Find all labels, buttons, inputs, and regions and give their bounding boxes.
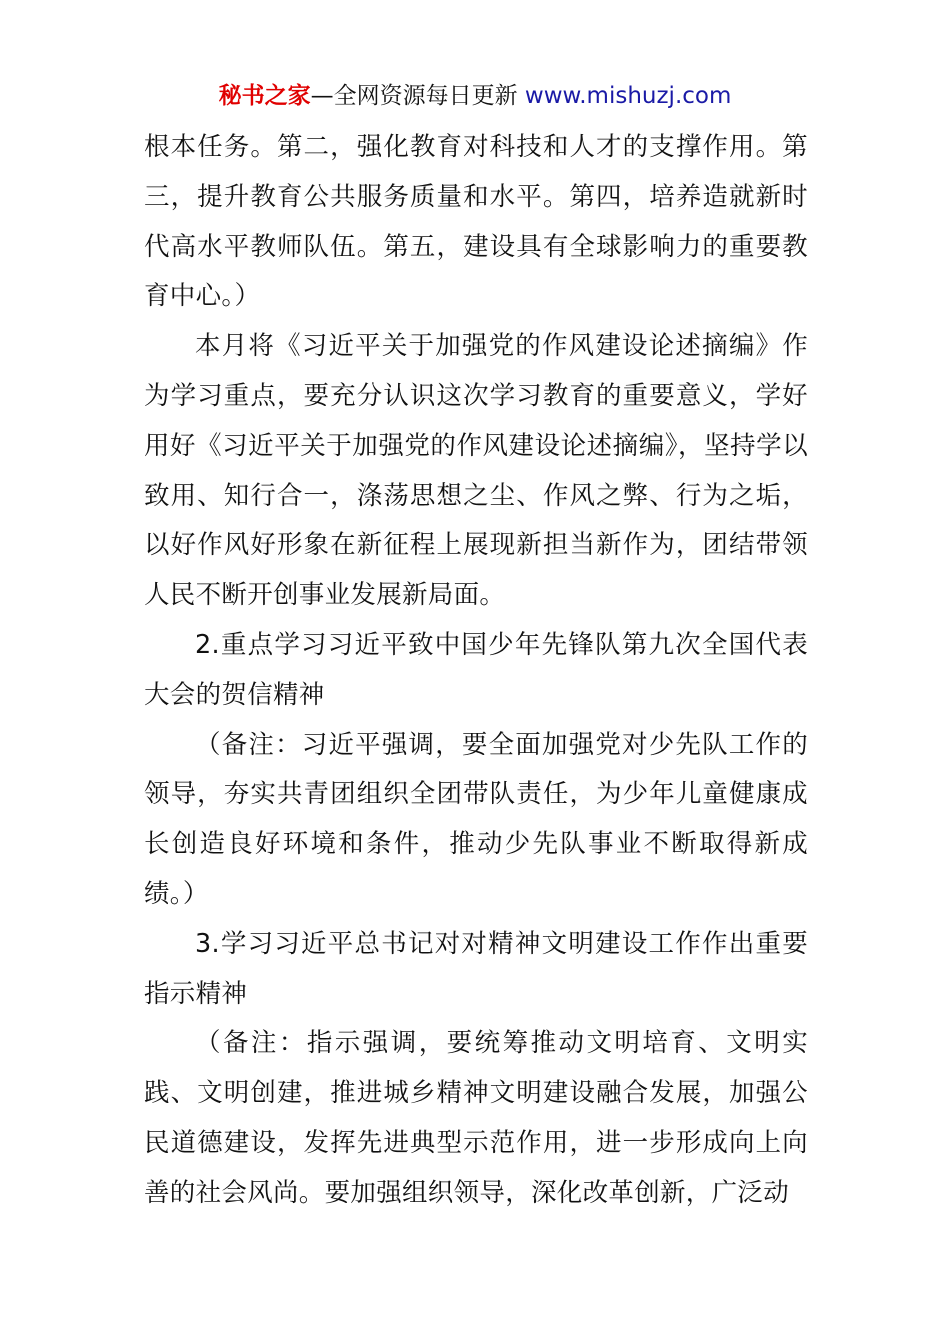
paragraph-continued: 根本任务。第二，强化教育对科技和人才的支撑作用。第三，提升教育公共服务质量和水平。第四，培养造就新时代高水平教师队伍。第五，建设具有全球影响力的重要教育中心。）: [144, 132, 808, 312]
note-paragraph-3: （备注：指示强调，要统筹推动文明培育、文明实践、文明创建，推进城乡精神文明建设融合发展，加强公民道德建设，发挥先进典型示范作用，进一步形成向上向善的社会风尚。要加强组织领导，深化改革创新，广泛动: [144, 1028, 808, 1208]
document-body: [144, 123, 808, 1219]
section-heading-2: 2.重点学习习近平致中国少年先锋队第九次全国代表大会的贺信精神: [144, 629, 808, 710]
header-brand: 秘书之家: [218, 83, 311, 109]
note-paragraph-2: （备注：习近平强调，要全面加强党对少先队工作的领导，夯实共青团组织全团带队责任，为少年儿童健康成长创造良好环境和条件，推动少先队事业不断取得新成绩。）: [144, 729, 808, 909]
section-heading-3: 3.学习习近平总书记对对精神文明建设工作作出重要指示精神: [144, 928, 808, 1009]
paragraph-study-focus: 本月将《习近平关于加强党的作风建设论述摘编》作为学习重点，要充分认识这次学习教育的重要意义，学好用好《习近平关于加强党的作风建设论述摘编》，坚持学以致用、知行合一，涤荡思想之尘、作风之弊、行为之垢，以好作风好形象在新征程上展现新担当新作为，团结带领人民不断开创事业发展新局面。: [144, 331, 808, 611]
header-site-link[interactable]: www.mishuzj.com: [524, 83, 732, 109]
page-header: [0, 80, 950, 112]
header-tagline: —全网资源每日更新: [310, 83, 525, 109]
